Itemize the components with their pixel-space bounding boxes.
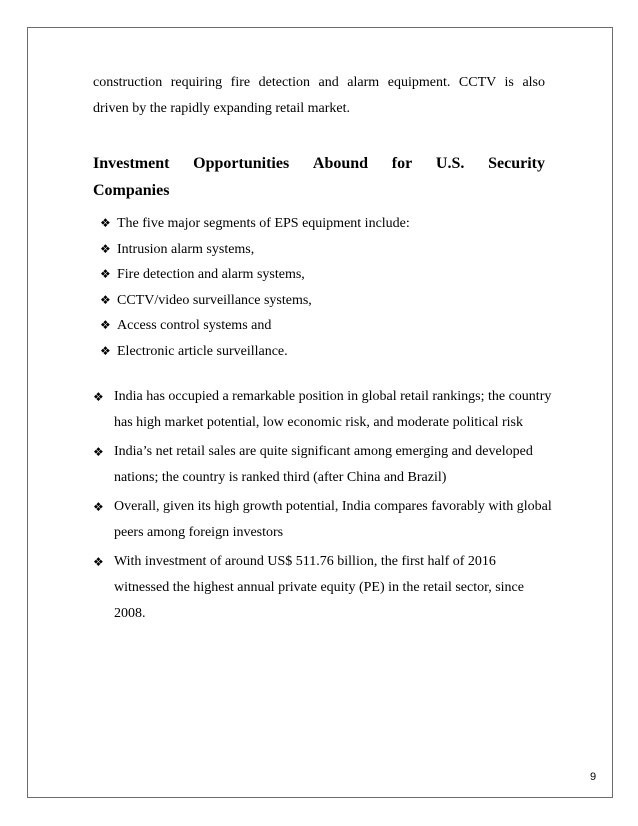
list-item: ❖ With investment of around US$ 511.76 billion, the first half of 2016 witnessed the highest annual private equity (PE) in the retail sector, since 2008. <box>93 549 553 627</box>
section-heading-line-1 <box>93 150 545 177</box>
section-heading-line-2: Companies <box>93 182 170 199</box>
diamond-bullet-icon: ❖ <box>100 241 111 256</box>
heading-word: for <box>391 155 413 172</box>
heading-word: Opportunities <box>193 155 290 172</box>
diamond-bullet-icon: ❖ <box>93 555 104 569</box>
diamond-bullet-icon: ❖ <box>100 216 111 230</box>
list-item: ❖ Electronic article surveillance. <box>100 339 410 365</box>
india-retail-points-list <box>93 384 553 630</box>
list-item: ❖ Intrusion alarm systems, <box>100 237 410 263</box>
diamond-bullet-icon: ❖ <box>93 445 104 459</box>
intro-line-2: driven by the rapidly expanding retail market. <box>93 101 350 116</box>
list-item: ❖ CCTV/video surveillance systems, <box>100 288 410 314</box>
list-item: ❖ The five major segments of EPS equipment include: <box>100 211 410 237</box>
list-item: ❖ Fire detection and alarm systems, <box>100 262 410 288</box>
diamond-bullet-icon: ❖ <box>93 500 104 514</box>
intro-line-1: construction requiring fire detection and alarm equipment. CCTV is also <box>93 75 545 90</box>
heading-word: U.S. <box>435 155 465 172</box>
diamond-bullet-icon: ❖ <box>100 292 111 307</box>
intro-paragraph <box>93 70 545 122</box>
diamond-bullet-icon: ❖ <box>100 318 111 333</box>
section-heading <box>93 150 545 204</box>
page-number: 9 <box>590 771 597 783</box>
list-item: ❖ India has occupied a remarkable position in global retail rankings; the country has high market potential, low economic risk, and moderate political risk <box>93 384 553 436</box>
eps-segments-list <box>100 211 410 365</box>
heading-word: Security <box>488 155 545 172</box>
diamond-bullet-icon: ❖ <box>100 343 111 358</box>
diamond-bullet-icon: ❖ <box>93 390 104 404</box>
list-item: ❖ Overall, given its high growth potential, India compares favorably with global peers among foreign investors <box>93 494 553 546</box>
heading-word: Abound <box>312 155 369 172</box>
diamond-bullet-icon: ❖ <box>100 267 111 282</box>
heading-word: Investment <box>93 155 170 172</box>
list-item: ❖ Access control systems and <box>100 313 410 339</box>
list-item: ❖ India’s net retail sales are quite significant among emerging and developed nations; the country is ranked third (after China and Brazil) <box>93 439 553 491</box>
